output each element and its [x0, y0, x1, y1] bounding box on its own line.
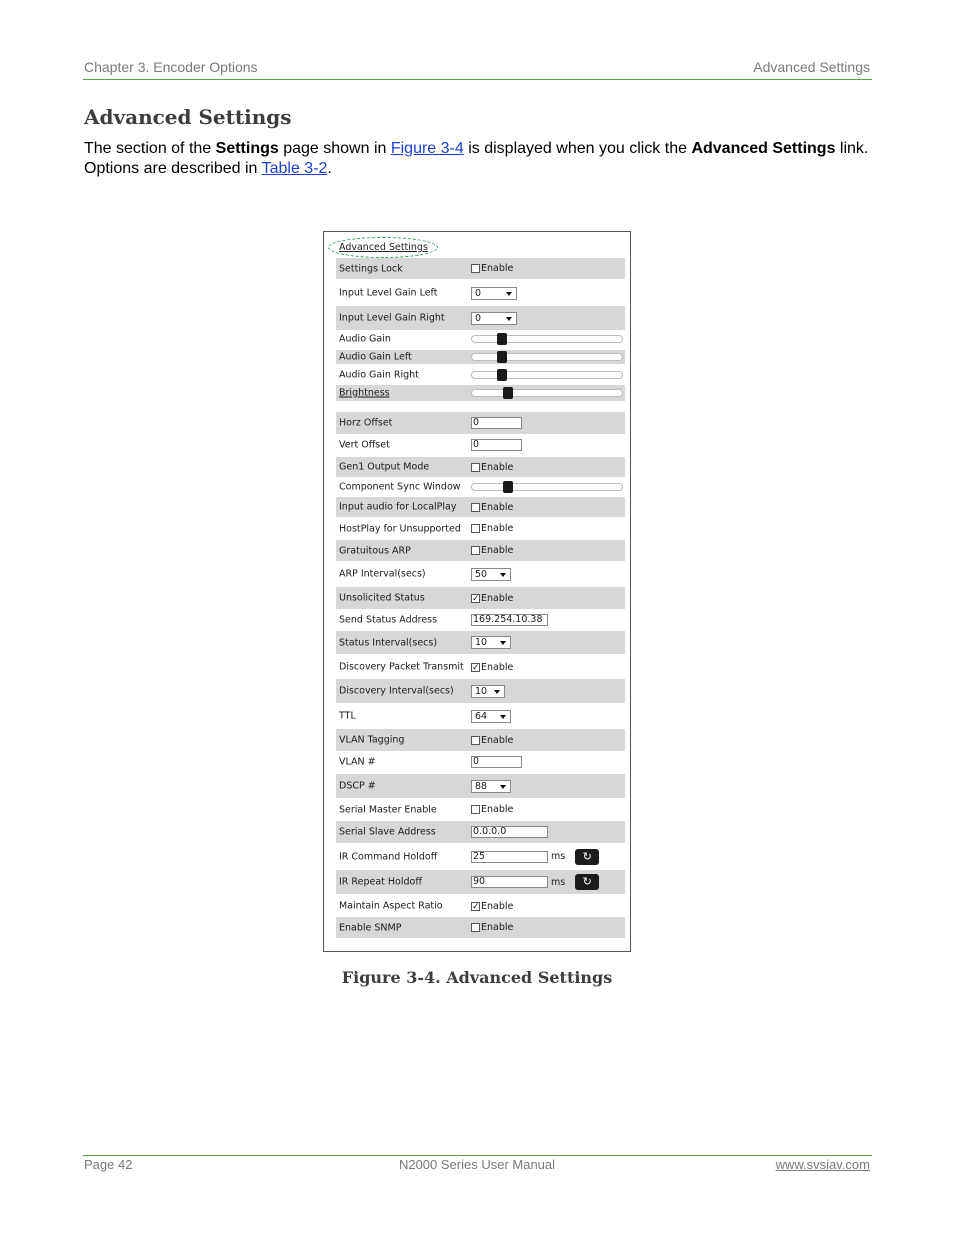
intro-bold-settings: Settings — [215, 140, 279, 157]
setting-row-serial-master-enable — [336, 799, 625, 820]
setting-row-discovery-interval-secs — [336, 679, 625, 703]
setting-row-input-level-gain-right — [336, 306, 625, 330]
table-link[interactable]: Table 3-2 — [261, 159, 328, 177]
setting-row-component-sync-window — [336, 478, 625, 496]
checkbox-label: Enable — [481, 900, 514, 912]
setting-control — [471, 684, 505, 698]
setting-control — [471, 779, 511, 793]
header-section: Advanced Settings — [753, 59, 870, 75]
setting-row-dscp — [336, 774, 625, 798]
advanced-settings-link[interactable]: Advanced Settings — [339, 242, 428, 253]
setting-control — [471, 544, 513, 558]
setting-control — [471, 803, 513, 817]
setting-control — [471, 709, 511, 723]
checkbox-label: Enable — [481, 263, 514, 274]
setting-control — [471, 368, 623, 382]
checkbox[interactable] — [471, 264, 480, 273]
checkbox[interactable] — [471, 736, 480, 745]
intro-paragraph — [84, 139, 874, 178]
setting-label: Input audio for LocalPlay — [339, 501, 457, 513]
setting-row-input-audio-for-localplay — [336, 497, 625, 517]
dropdown-select[interactable]: 0 — [471, 312, 517, 325]
header-rule — [83, 79, 872, 80]
setting-control — [471, 460, 513, 474]
footer-manual-title: N2000 Series User Manual — [398, 1157, 556, 1172]
intro-bold-advanced: Advanced Settings — [691, 140, 836, 157]
setting-control — [471, 332, 623, 346]
setting-label: Audio Gain Right — [339, 369, 419, 381]
setting-label: HostPlay for Unsupported — [339, 523, 461, 534]
slider-track[interactable] — [471, 389, 623, 397]
setting-control — [471, 825, 548, 839]
slider-handle[interactable] — [497, 333, 507, 345]
text-input[interactable]: 169.254.10.38 — [471, 614, 548, 626]
footer-page-number: Page 42 — [84, 1157, 133, 1172]
intro-text: is displayed when you click the — [463, 140, 692, 157]
intro-text: page shown in — [278, 140, 391, 157]
setting-row-audio-gain — [336, 332, 625, 346]
setting-row-vlan-tagging — [336, 729, 625, 751]
footer-rule — [83, 1155, 872, 1156]
setting-control — [471, 613, 548, 627]
setting-label: IR Repeat Holdoff — [339, 876, 422, 888]
slider-handle[interactable] — [497, 351, 507, 363]
setting-label: VLAN # — [339, 756, 376, 768]
setting-label: Settings Lock — [339, 263, 403, 274]
setting-control — [471, 522, 513, 536]
setting-label: Send Status Address — [339, 614, 438, 626]
setting-row-send-status-address — [336, 610, 625, 630]
checkbox[interactable] — [471, 923, 480, 932]
setting-row-maintain-aspect-ratio — [336, 895, 625, 917]
setting-row-discovery-packet-transmit — [336, 656, 625, 678]
setting-label: Component Sync Window — [339, 481, 461, 493]
setting-control — [471, 850, 599, 864]
setting-label[interactable]: Brightness — [339, 387, 390, 399]
text-input[interactable]: 0 — [471, 439, 522, 451]
checkbox-checked[interactable]: ✓ — [472, 901, 480, 912]
setting-label: Status Interval(secs) — [339, 637, 438, 648]
slider-handle[interactable] — [497, 369, 507, 381]
setting-label: Serial Slave Address — [339, 826, 436, 838]
setting-row-unsolicited-status — [336, 587, 625, 609]
dropdown-select[interactable]: 64 — [471, 710, 511, 723]
setting-label: Serial Master Enable — [339, 804, 437, 815]
checkbox-label: Enable — [481, 501, 514, 513]
refresh-icon[interactable]: ↻ — [575, 849, 599, 865]
checkbox-label: Enable — [481, 545, 514, 556]
slider-track[interactable] — [471, 335, 623, 343]
checkbox-checked[interactable]: ✓ — [472, 593, 480, 604]
setting-label: Input Level Gain Left — [339, 287, 438, 299]
setting-control — [471, 350, 623, 364]
setting-row-vert-offset — [336, 435, 625, 455]
setting-control — [471, 591, 513, 605]
dropdown-select[interactable]: 0 — [471, 287, 517, 300]
setting-label: Input Level Gain Right — [339, 312, 445, 324]
unit-label: ms — [551, 876, 566, 888]
setting-label: IR Command Holdoff — [339, 851, 438, 862]
setting-control — [471, 733, 513, 747]
setting-row-audio-gain-left — [336, 350, 625, 364]
checkbox[interactable] — [471, 463, 480, 472]
setting-control — [471, 438, 522, 452]
dropdown-select[interactable]: 10 — [471, 636, 511, 649]
setting-label: Gen1 Output Mode — [339, 461, 430, 473]
setting-control — [471, 875, 599, 889]
figure-caption: Figure 3-4. Advanced Settings — [341, 968, 613, 987]
setting-row-arp-interval-secs — [336, 563, 625, 585]
setting-label: Discovery Packet Transmit — [339, 661, 464, 673]
checkbox-label: Enable — [481, 734, 514, 746]
setting-row-ir-command-holdoff — [336, 844, 625, 869]
refresh-icon[interactable]: ↻ — [575, 874, 599, 890]
setting-label: ARP Interval(secs) — [339, 568, 426, 580]
setting-control — [471, 921, 513, 935]
setting-label: Discovery Interval(secs) — [339, 685, 454, 697]
setting-row-gen1-output-mode — [336, 457, 625, 477]
checkbox[interactable] — [471, 503, 480, 512]
setting-control — [471, 262, 513, 276]
dropdown-select[interactable]: 10 — [471, 685, 505, 698]
setting-row-ttl — [336, 704, 625, 728]
setting-row-gratuitous-arp — [336, 540, 625, 561]
setting-control — [471, 636, 511, 650]
slider-handle[interactable] — [503, 387, 513, 399]
intro-text: link. Options are described in — [84, 140, 869, 177]
setting-row-settings-lock — [336, 258, 625, 279]
slider-track[interactable] — [471, 483, 623, 491]
text-input[interactable]: 25 — [471, 851, 548, 863]
setting-row-status-interval-secs — [336, 631, 625, 654]
checkbox-label: Enable — [481, 592, 514, 604]
setting-label: Vert Offset — [339, 439, 390, 451]
setting-control — [471, 500, 513, 514]
intro-text: . — [327, 159, 332, 177]
advanced-settings-screenshot — [323, 231, 631, 952]
setting-row-ir-repeat-holdoff — [336, 870, 625, 894]
setting-row-audio-gain-right — [336, 368, 625, 382]
text-input[interactable]: 0 — [471, 756, 522, 768]
text-input[interactable]: 0 — [471, 417, 522, 429]
setting-row-horz-offset — [336, 412, 625, 434]
checkbox-label: Enable — [481, 922, 514, 933]
setting-label: Maintain Aspect Ratio — [339, 900, 443, 912]
checkbox-checked[interactable]: ✓ — [472, 662, 480, 673]
setting-row-brightness — [336, 385, 625, 401]
figure-link[interactable]: Figure 3-4 — [390, 140, 464, 157]
header-chapter: Chapter 3. Encoder Options — [84, 59, 258, 75]
setting-control — [471, 286, 517, 300]
setting-label: Horz Offset — [339, 417, 393, 429]
checkbox[interactable] — [471, 524, 480, 533]
setting-control — [471, 660, 513, 674]
setting-control — [471, 416, 522, 430]
setting-control — [471, 567, 511, 581]
footer-website-link[interactable]: www.svsiav.com — [775, 1157, 870, 1172]
setting-label: Enable SNMP — [339, 922, 402, 933]
setting-label: Audio Gain Left — [339, 351, 412, 363]
checkbox-label: Enable — [481, 804, 514, 815]
slider-track[interactable] — [471, 371, 623, 379]
intro-text: The section of the — [84, 140, 216, 157]
setting-row-hostplay-for-unsupported — [336, 518, 625, 539]
setting-row-enable-snmp — [336, 917, 625, 938]
setting-control — [471, 311, 517, 325]
setting-control — [471, 899, 513, 913]
setting-label: TTL — [339, 710, 356, 722]
setting-label: DSCP # — [339, 780, 376, 792]
checkbox[interactable] — [471, 546, 480, 555]
slider-track[interactable] — [471, 353, 623, 361]
setting-label: VLAN Tagging — [339, 734, 405, 746]
checkbox-label: Enable — [481, 461, 514, 473]
slider-handle[interactable] — [503, 481, 513, 493]
section-title: Advanced Settings — [84, 105, 292, 129]
checkbox-label: Enable — [481, 661, 514, 673]
setting-control — [471, 480, 623, 494]
checkbox-label: Enable — [481, 523, 514, 534]
setting-row-input-level-gain-left — [336, 282, 625, 304]
setting-row-vlan — [336, 752, 625, 772]
unit-label: ms — [551, 851, 566, 862]
setting-label: Unsolicited Status — [339, 592, 425, 604]
dropdown-select[interactable]: 50 — [471, 568, 511, 581]
setting-control — [471, 755, 522, 769]
dropdown-select[interactable]: 88 — [471, 780, 511, 793]
setting-row-serial-slave-address — [336, 821, 625, 843]
setting-control — [471, 386, 623, 400]
text-input[interactable]: 90 — [471, 876, 548, 888]
setting-label: Gratuitous ARP — [339, 545, 411, 556]
setting-label: Audio Gain — [339, 333, 391, 345]
checkbox[interactable] — [471, 805, 480, 814]
text-input[interactable]: 0.0.0.0 — [471, 826, 548, 838]
